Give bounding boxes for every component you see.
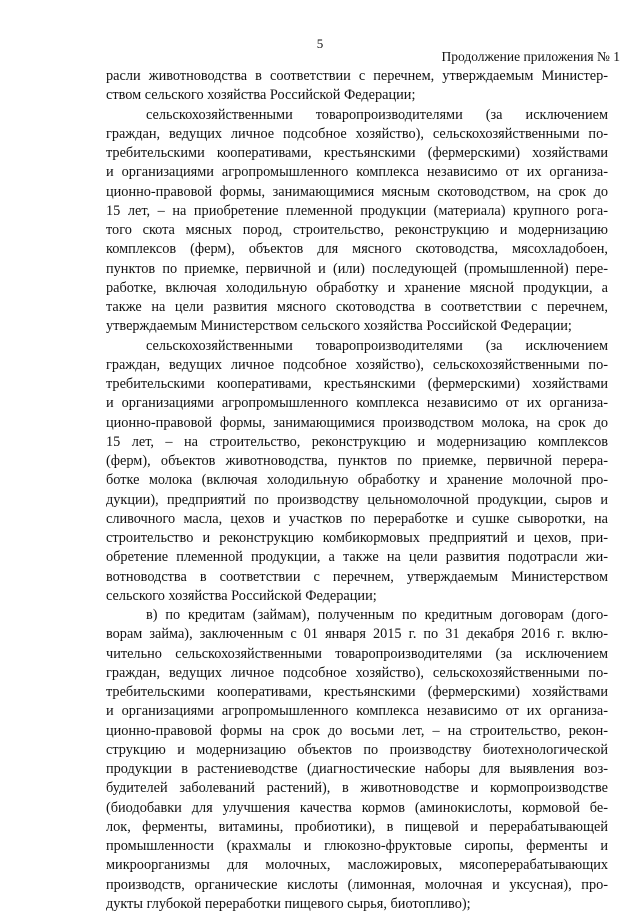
text-line: производств, органические кислоты (лимонная, молочная и уксусная), про- [106,876,608,893]
text-line: требительскими кооперативами, крестьянскими (фермерскими) хозяйствами [106,145,608,161]
text-line: комплексов (ферм), объектов для мясного скотоводства, мясохладобоен, [106,241,608,258]
text-line: и организациями агропромышленного комплекса независимо от их организа- [106,164,608,181]
text-line: и организациями агропромышленного комплекса независимо от их организа- [106,395,608,412]
text-line: лок, ферменты, витамины, пробиотики), в пищевой и перерабатывающей [106,818,608,835]
text-line: струкцию и модернизацию объектов по производству биотехнологической [106,741,608,758]
text-line: требительскими кооперативами, крестьянскими (фермерскими) хозяйствами [106,376,608,392]
text-line: требительскими кооперативами, крестьянскими (фермерскими) хозяйствами [106,684,608,700]
text-line: будителей заболеваний растений), в животноводстве и кормопроизводстве [106,780,608,797]
text-line: ционно-правовой формы, занимающимися мясным скотоводством, на срок до [106,183,608,200]
text-line: утверждаемым Министерством сельского хозяйства Российской Федерации; [106,318,572,335]
text-line: того скота мясных пород, строительство, реконструкцию и модернизацию [106,222,608,238]
text-line: дукции), предприятий по производству цельномолочной продукции, сыров и [106,491,608,508]
text-line: сельскохозяйственными товаропроизводителями (за исключением [146,106,608,123]
text-line: граждан, ведущих личное подсобное хозяйство), сельскохозяйственными по- [106,664,608,681]
text-line: ворам займа), заключенным с 01 января 2015 г. по 31 декабря 2016 г. вклю- [106,626,608,643]
text-line: дукты глубокой переработки пищевого сырья, биотопливо); [106,895,471,912]
body-text [106,67,608,914]
text-line: сельскохозяйственными товаропроизводителями (за исключением [146,337,608,354]
text-line: (биодобавки для улучшения качества кормов (аминокислоты, кормовой бе- [106,799,608,816]
text-line: пунктов по приемке, первичной и (или) последующей (промышленной) пере- [106,260,608,277]
text-line: сливочного масла, цехов и участков по переработке и сушке сыворотки, на [106,510,608,527]
text-line: 15 лет, – на строительство, реконструкцию и модернизацию комплексов [106,433,608,450]
text-line: расли животноводства в соответствии с перечнем, утверждаемым Министер- [106,68,608,84]
text-line: сельского хозяйства Российской Федерации; [106,587,377,604]
text-line: ционно-правовой формы, занимающимися производством молока, на срок до [106,414,608,431]
text-line: и организациями агропромышленного комплекса независимо от их организа- [106,703,608,720]
text-line: продукции в растениеводстве (диагностические наборы для выявления воз- [106,761,608,777]
text-line: вотноводства в соответствии с перечнем, утверждаемым Министерством [106,568,608,585]
text-line: ством сельского хозяйства Российской Федерации; [106,87,416,104]
text-line: граждан, ведущих личное подсобное хозяйство), сельскохозяйственными по- [106,356,608,373]
text-line: ботке молока (включая холодильную обработку и хранение молочной про- [106,472,608,489]
text-line: работке, включая холодильную обработку и хранение мясной продукции, а [106,279,608,296]
text-line: чительно сельскохозяйственными товаропроизводителями (за исключением [106,645,608,662]
text-line: (ферм), объектов животноводства, пунктов по приемке, первичной перера- [106,453,608,469]
text-line: также на цели развития мясного скотоводства в соответствии с перечнем, [106,299,608,315]
text-line: обретение племенной продукции, а также на цели развития подотрасли жи- [106,549,608,566]
page-number: 5 [316,36,324,51]
text-line: ционно-правовой формы на срок до восьми лет, – на строительство, рекон- [106,722,608,739]
text-line: строительство и реконструкцию комбикормовых предприятий и цехов, при- [106,530,608,546]
text-line: промышленности (крахмалы и глюкозно-фруктовые сиропы, ферменты и [106,838,608,854]
text-line: граждан, ведущих личное подсобное хозяйство), сельскохозяйственными по- [106,125,608,142]
text-line: микроорганизмы для молочных, масложировых, мясоперерабатывающих [106,857,608,874]
text-line: в) по кредитам (займам), полученным по кредитным договорам (дого- [146,607,608,623]
appendix-continuation-note: Продолжение приложения № 1 [441,49,620,64]
text-line: 15 лет, – на приобретение племенной продукции (материала) крупного рога- [106,202,608,219]
